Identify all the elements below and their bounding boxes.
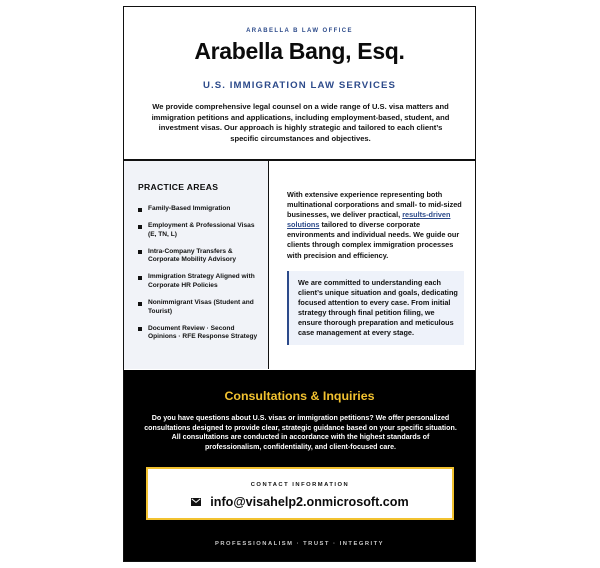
envelope-icon xyxy=(191,498,201,506)
square-bullet-icon xyxy=(138,250,142,254)
header xyxy=(124,7,475,160)
law-office-flyer xyxy=(123,6,476,562)
consultations-body: Do you have questions about U.S. visas or immigration petitions? We offer personalized consultations designed to provide clear, strategic guidance based on your specific situation. All consultations are conducted in accordance with the highest standards of professionalism, confidentiality, and client-focused care. xyxy=(144,414,457,451)
attorney-name: Arabella Bang, Esq. xyxy=(194,38,405,64)
practice-item-label: Immigration Strategy Aligned with Corporate HR Policies xyxy=(148,273,255,290)
list-item xyxy=(138,273,258,290)
list-item xyxy=(138,222,258,239)
practice-item-label: Nonimmigrant Visas (Student and Tourist) xyxy=(148,299,254,315)
practice-item-label: Employment & Professional Visas (E, TN, L) xyxy=(148,222,255,238)
square-bullet-icon xyxy=(138,302,142,306)
list-item xyxy=(138,299,258,316)
results-driven-link[interactable]: results-driven solutions xyxy=(287,210,451,230)
contact-row xyxy=(148,495,452,509)
list-item xyxy=(138,248,258,265)
office-eyebrow: ARABELLA B LAW OFFICE xyxy=(246,28,353,34)
experience-paragraph xyxy=(287,190,463,261)
intro-paragraph: We provide comprehensive legal counsel on a wide range of U.S. visa matters and immigration petitions and applications, including employment-based, student, and investment visas. Our approach is highly strategic and tailored to each client’s specific circumstances and objectives. xyxy=(151,102,450,143)
practice-areas-heading: PRACTICE AREAS xyxy=(138,182,219,192)
list-item xyxy=(138,325,258,342)
consultation-footer xyxy=(124,370,475,562)
practice-item-label: Intra-Company Transfers & Corporate Mobility Advisory xyxy=(148,247,237,264)
square-bullet-icon xyxy=(138,327,142,331)
practice-areas-panel xyxy=(124,161,269,369)
experience-text-start: With extensive experience representing both multinational corporations and small- to mid-sized businesses, we deliver practical, xyxy=(287,190,462,220)
experience-text-end: tailored to diverse corporate environments and individual needs. We guide our clients through complex immigration processes with precision and efficiency. xyxy=(287,220,460,260)
values-tagline: PROFESSIONALISM · TRUST · INTEGRITY xyxy=(214,541,385,547)
square-bullet-icon xyxy=(138,225,142,229)
practice-item-label: Family-Based Immigration xyxy=(148,205,231,212)
list-item xyxy=(138,205,258,214)
square-bullet-icon xyxy=(138,276,142,280)
experience-panel xyxy=(271,161,476,369)
services-subtitle: U.S. IMMIGRATION LAW SERVICES xyxy=(202,80,397,91)
email-link[interactable]: info@visahelp2.onmicrosoft.com xyxy=(210,495,409,509)
practice-item-label: Document Review · Second Opinions · RFE Response Strategy xyxy=(148,324,258,341)
contact-box xyxy=(146,467,454,520)
practice-areas-list xyxy=(138,205,258,351)
square-bullet-icon xyxy=(138,208,142,212)
contact-label: CONTACT INFORMATION xyxy=(250,482,350,488)
commitment-callout: We are committed to understanding each client’s unique situation and goals, dedicating focused attention to every case. From initial strategy through final petition filing, we ensure thorough preparation and meticulous case management at every stage. xyxy=(287,271,464,345)
consultations-heading: Consultations & Inquiries xyxy=(224,389,375,403)
